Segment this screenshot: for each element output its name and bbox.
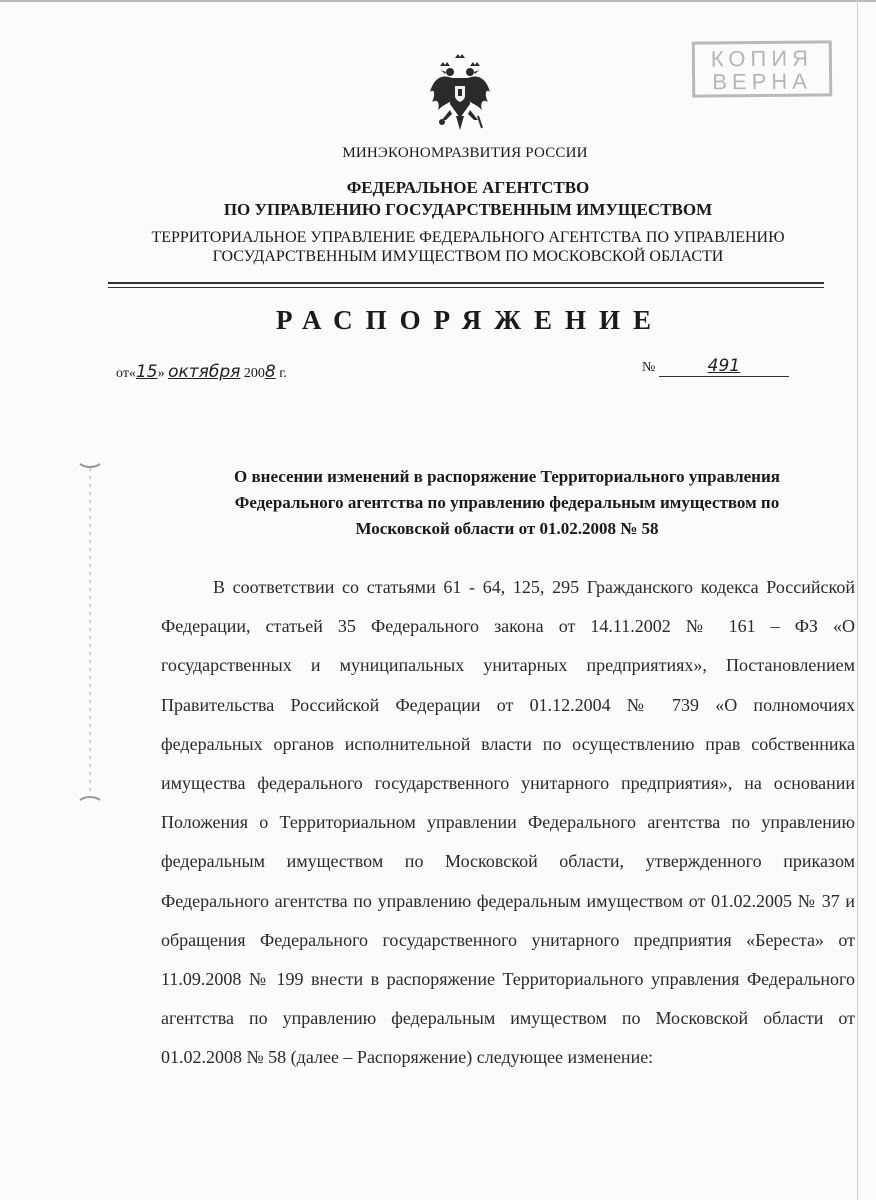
date-suffix: г. (279, 366, 287, 381)
binding-holes-decoration (78, 462, 102, 802)
coat-of-arms-emblem-icon (428, 54, 492, 138)
agency-name-line-1: ФЕДЕРАЛЬНОЕ АГЕНТСТВО (346, 178, 590, 197)
date-year-handwritten: 8 (264, 362, 276, 382)
date-year-prefix: 200 (243, 366, 265, 381)
number-label: № (642, 360, 656, 375)
agency-name-line-2: ПО УПРАВЛЕНИЮ ГОСУДАРСТВЕННЫМ ИМУЩЕСТВОМ (223, 200, 713, 219)
heading-line-3: Московской области от 01.02.2008 № 58 (355, 519, 659, 538)
document-type-title: РАСПОРЯЖЕНИЕ (275, 305, 665, 335)
number-handwritten: 491 (707, 356, 741, 376)
date-mid: » (157, 366, 165, 381)
document-date (116, 362, 287, 382)
heading-line-2: Федерального агентства по управлению федеральным имуществом по (234, 493, 780, 512)
copy-certified-stamp (692, 40, 832, 97)
document-subject-heading (160, 464, 854, 542)
territorial-office-name (0, 228, 876, 266)
document-number (642, 356, 789, 377)
date-month-handwritten: октября (168, 362, 241, 382)
territorial-office-line-1: ТЕРРИТОРИАЛЬНОЕ УПРАВЛЕНИЕ ФЕДЕРАЛЬНОГО АГЕНТСТВА ПО УПРАВЛЕНИЮ (151, 229, 785, 246)
stamp-line-1: КОПИЯ (710, 45, 814, 72)
header-divider-thin (108, 287, 824, 288)
date-day-handwritten: 15 (135, 362, 158, 382)
date-prefix: от« (116, 366, 136, 381)
heading-line-1: О внесении изменений в распоряжение Территориального управления (234, 467, 780, 486)
ministry-name: МИНЭКОНОМРАЗВИТИЯ РОССИИ (342, 145, 588, 161)
scan-edge-top (0, 0, 876, 2)
territorial-office-line-2: ГОСУДАРСТВЕННЫМ ИМУЩЕСТВОМ ПО МОСКОВСКОЙ ОБЛАСТИ (212, 248, 724, 265)
document-body-paragraph: В соответствии со статьями 61 - 64, 125, 295 Гражданского кодекса Российской Федерации, статьей 35 Федерального закона от 14.11.2002 № 161 – ФЗ «О государственных и муниципальных унитарных предприятиях», Постановлением Правительства Российской Федерации от 01.12.2004 № 739 «О полномочиях федеральных органов исполнительной власти по осуществлению прав собственника имущества федерального государственного унитарного предприятия», на основании Положения о Территориальном управлении Федерального агентства по управлению федеральным имуществом по Московской области, утвержденного приказом Федерального агентства по управлению федеральным имуществом от 01.02.2005 № 37 и обращения Федерального государственного унитарного предприятия «Береста» от 11.09.2008 № 199 внести в распоряжение Территориального управления Федерального агентства по управлению федеральным имуществом по Московской области от 01.02.2008 № 58 (далее – Распоряжение) следующее изменение: (161, 577, 855, 1068)
agency-name (0, 177, 876, 221)
header-divider-thick (108, 282, 824, 284)
stamp-line-2: ВЕРНА (712, 68, 813, 95)
